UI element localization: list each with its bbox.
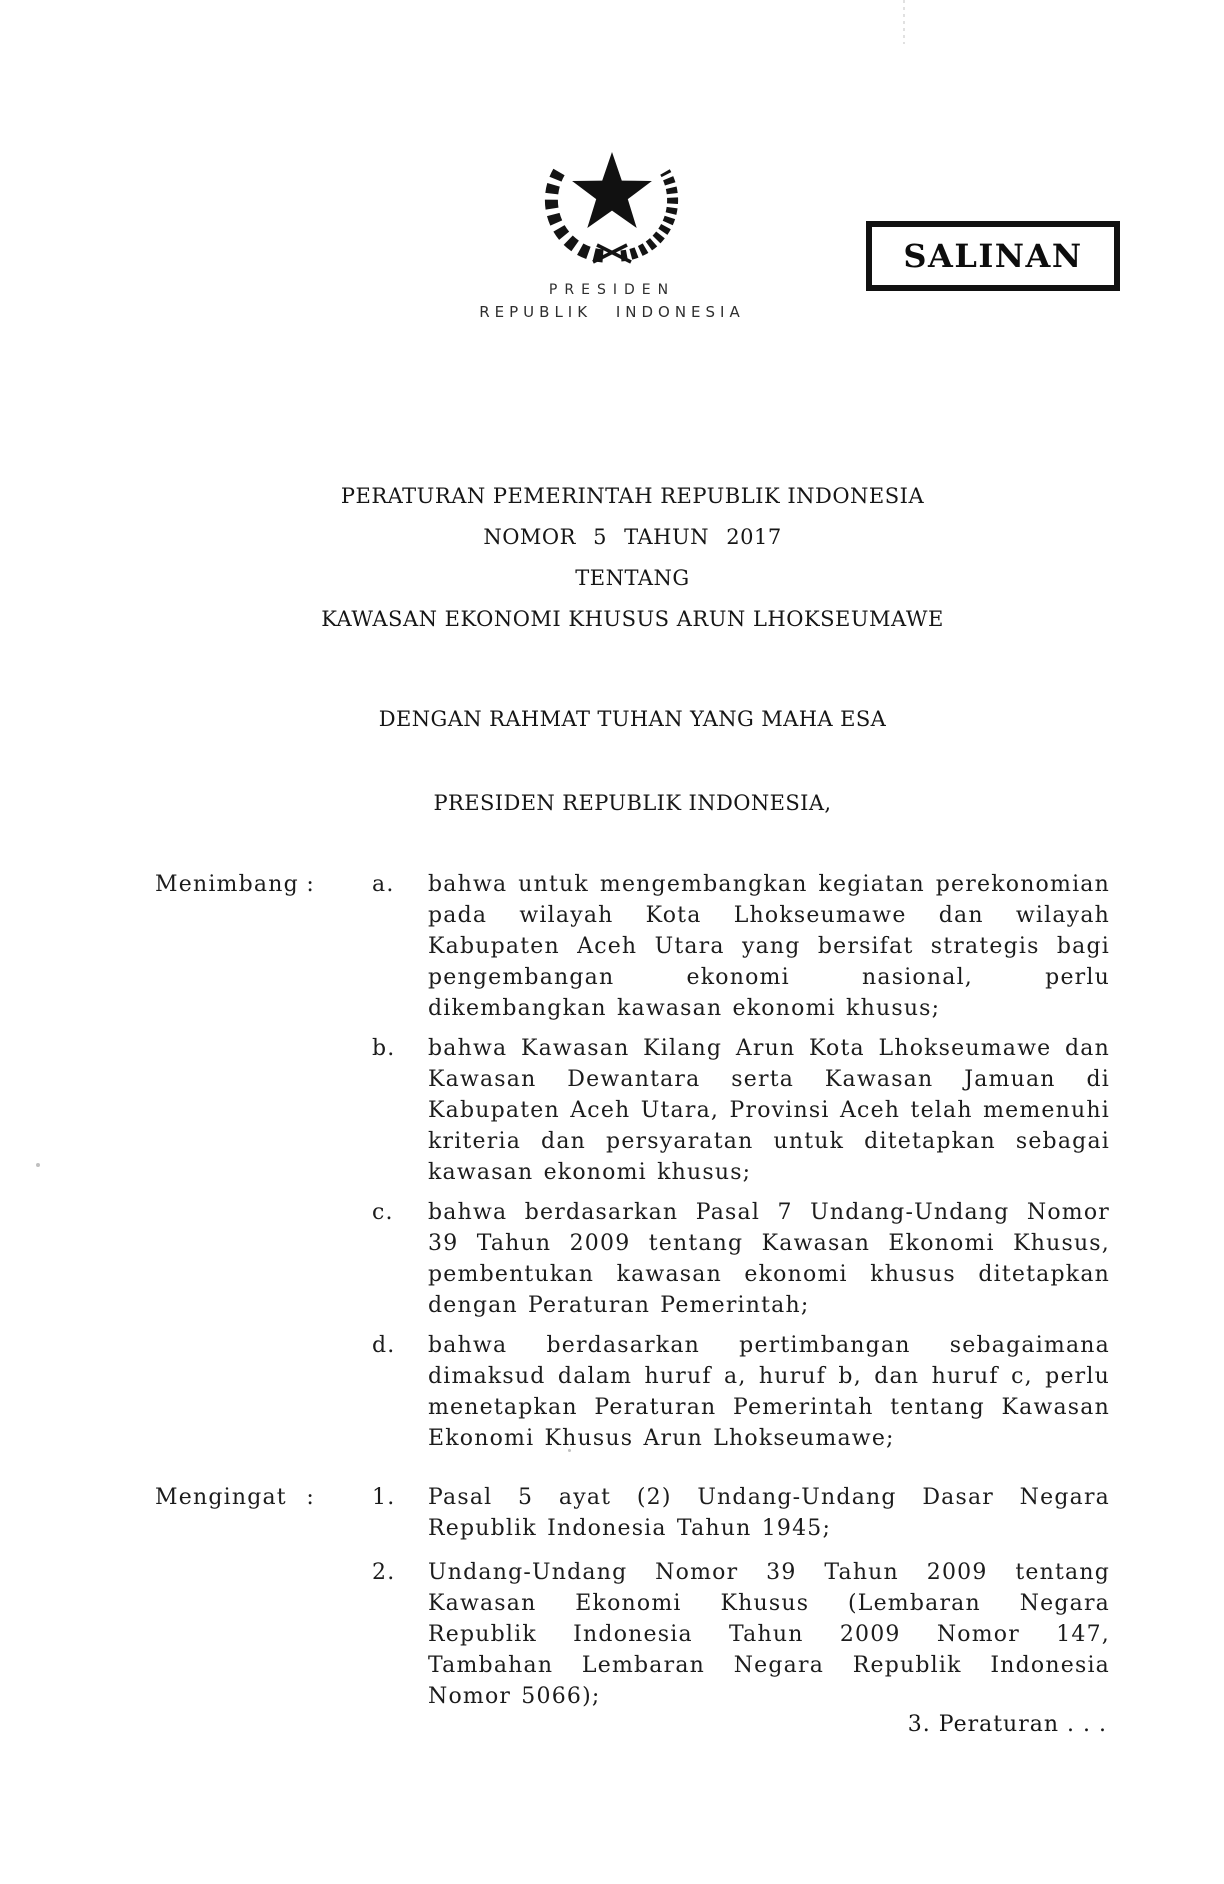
title-line-3: TENTANG <box>575 566 690 590</box>
clause-marker: c. <box>372 1200 394 1225</box>
title-line-1: PERATURAN PEMERINTAH REPUBLIK INDONESIA <box>340 484 925 508</box>
considering-label: Menimbang <box>155 872 299 897</box>
citing-item <box>155 1557 1110 1712</box>
considering-colon: : <box>306 872 315 897</box>
citing-label-cell <box>155 1482 315 1544</box>
letterhead-republik: REPUBLIK INDONESIA <box>479 303 745 321</box>
title-line-4: KAWASAN EKONOMI KHUSUS ARUN LHOKSEUMAWE <box>321 607 944 631</box>
considering-label-cell <box>155 1330 315 1454</box>
considering-section <box>155 869 1110 1463</box>
letterhead-presiden: PRESIDEN <box>548 282 676 298</box>
presidential-seal-icon <box>533 128 691 272</box>
citing-colon: : <box>306 1485 315 1510</box>
salinan-stamp: SALINAN <box>866 221 1120 291</box>
citing-label-cell <box>155 1557 315 1712</box>
regulation-title <box>155 476 1110 640</box>
clause-text: bahwa berdasarkan pertimbangan sebagaimana dimaksud dalam huruf a, huruf b, dan huruf c, perlu menetapkan Peraturan Pemerintah tentang Kawasan Ekonomi Khusus Arun Lhokseumawe; <box>428 1333 1110 1451</box>
clause-text: bahwa untuk mengembangkan kegiatan perekonomian pada wilayah Kota Lhokseumawe dan wilayah Kabupaten Aceh Utara yang bersifat strategis bagi pengembangan ekonomi nasional, perlu dikembangkan kawasan ekonomi khusus; <box>428 872 1110 1021</box>
seal-star-icon <box>572 152 652 228</box>
clause-text: Undang-Undang Nomor 39 Tahun 2009 tentang Kawasan Ekonomi Khusus (Lembaran Negara Republik Indonesia Tahun 2009 Nomor 147, Tambahan Lembaran Negara Republik Indonesia Nomor 5066); <box>428 1560 1110 1709</box>
clause-text: Pasal 5 ayat (2) Undang-Undang Dasar Negara Republik Indonesia Tahun 1945; <box>428 1485 1110 1541</box>
considering-item <box>155 869 1110 1024</box>
clause-text: bahwa Kawasan Kilang Arun Kota Lhokseumawe dan Kawasan Dewantara serta Kawasan Jamuan di Kabupaten Aceh Utara, Provinsi Aceh telah memenuhi kriteria dan persyaratan untuk ditetapkan sebagai kawasan ekonomi khusus; <box>428 1036 1110 1185</box>
catchword: 3. Peraturan . . . <box>907 1712 1107 1737</box>
clause-marker: a. <box>372 872 395 897</box>
clause-marker: 1. <box>372 1485 396 1510</box>
citing-label: Mengingat <box>155 1485 287 1510</box>
clause-marker: 2. <box>372 1560 396 1585</box>
title-line-2: NOMOR 5 TAHUN 2017 <box>483 525 782 549</box>
considering-label-cell <box>155 1033 315 1188</box>
clause-marker: b. <box>372 1036 396 1061</box>
clause-text: bahwa berdasarkan Pasal 7 Undang-Undang Nomor 39 Tahun 2009 tentang Kawasan Ekonomi Khusus, pembentukan kawasan ekonomi khusus ditetapkan dengan Peraturan Pemerintah; <box>428 1200 1110 1318</box>
clause-marker: d. <box>372 1333 396 1358</box>
scan-artifact-dot <box>36 1163 40 1167</box>
considering-label-cell <box>155 1197 315 1321</box>
considering-item <box>155 1197 1110 1321</box>
citing-item <box>155 1482 1110 1544</box>
scan-artifact-line <box>903 0 905 44</box>
considering-item <box>155 1330 1110 1454</box>
considering-label-cell <box>155 869 315 1024</box>
enacting-authority-line: PRESIDEN REPUBLIK INDONESIA, <box>433 791 832 815</box>
citing-section <box>155 1482 1110 1725</box>
considering-item <box>155 1033 1110 1188</box>
invocation-line: DENGAN RAHMAT TUHAN YANG MAHA ESA <box>378 707 887 731</box>
